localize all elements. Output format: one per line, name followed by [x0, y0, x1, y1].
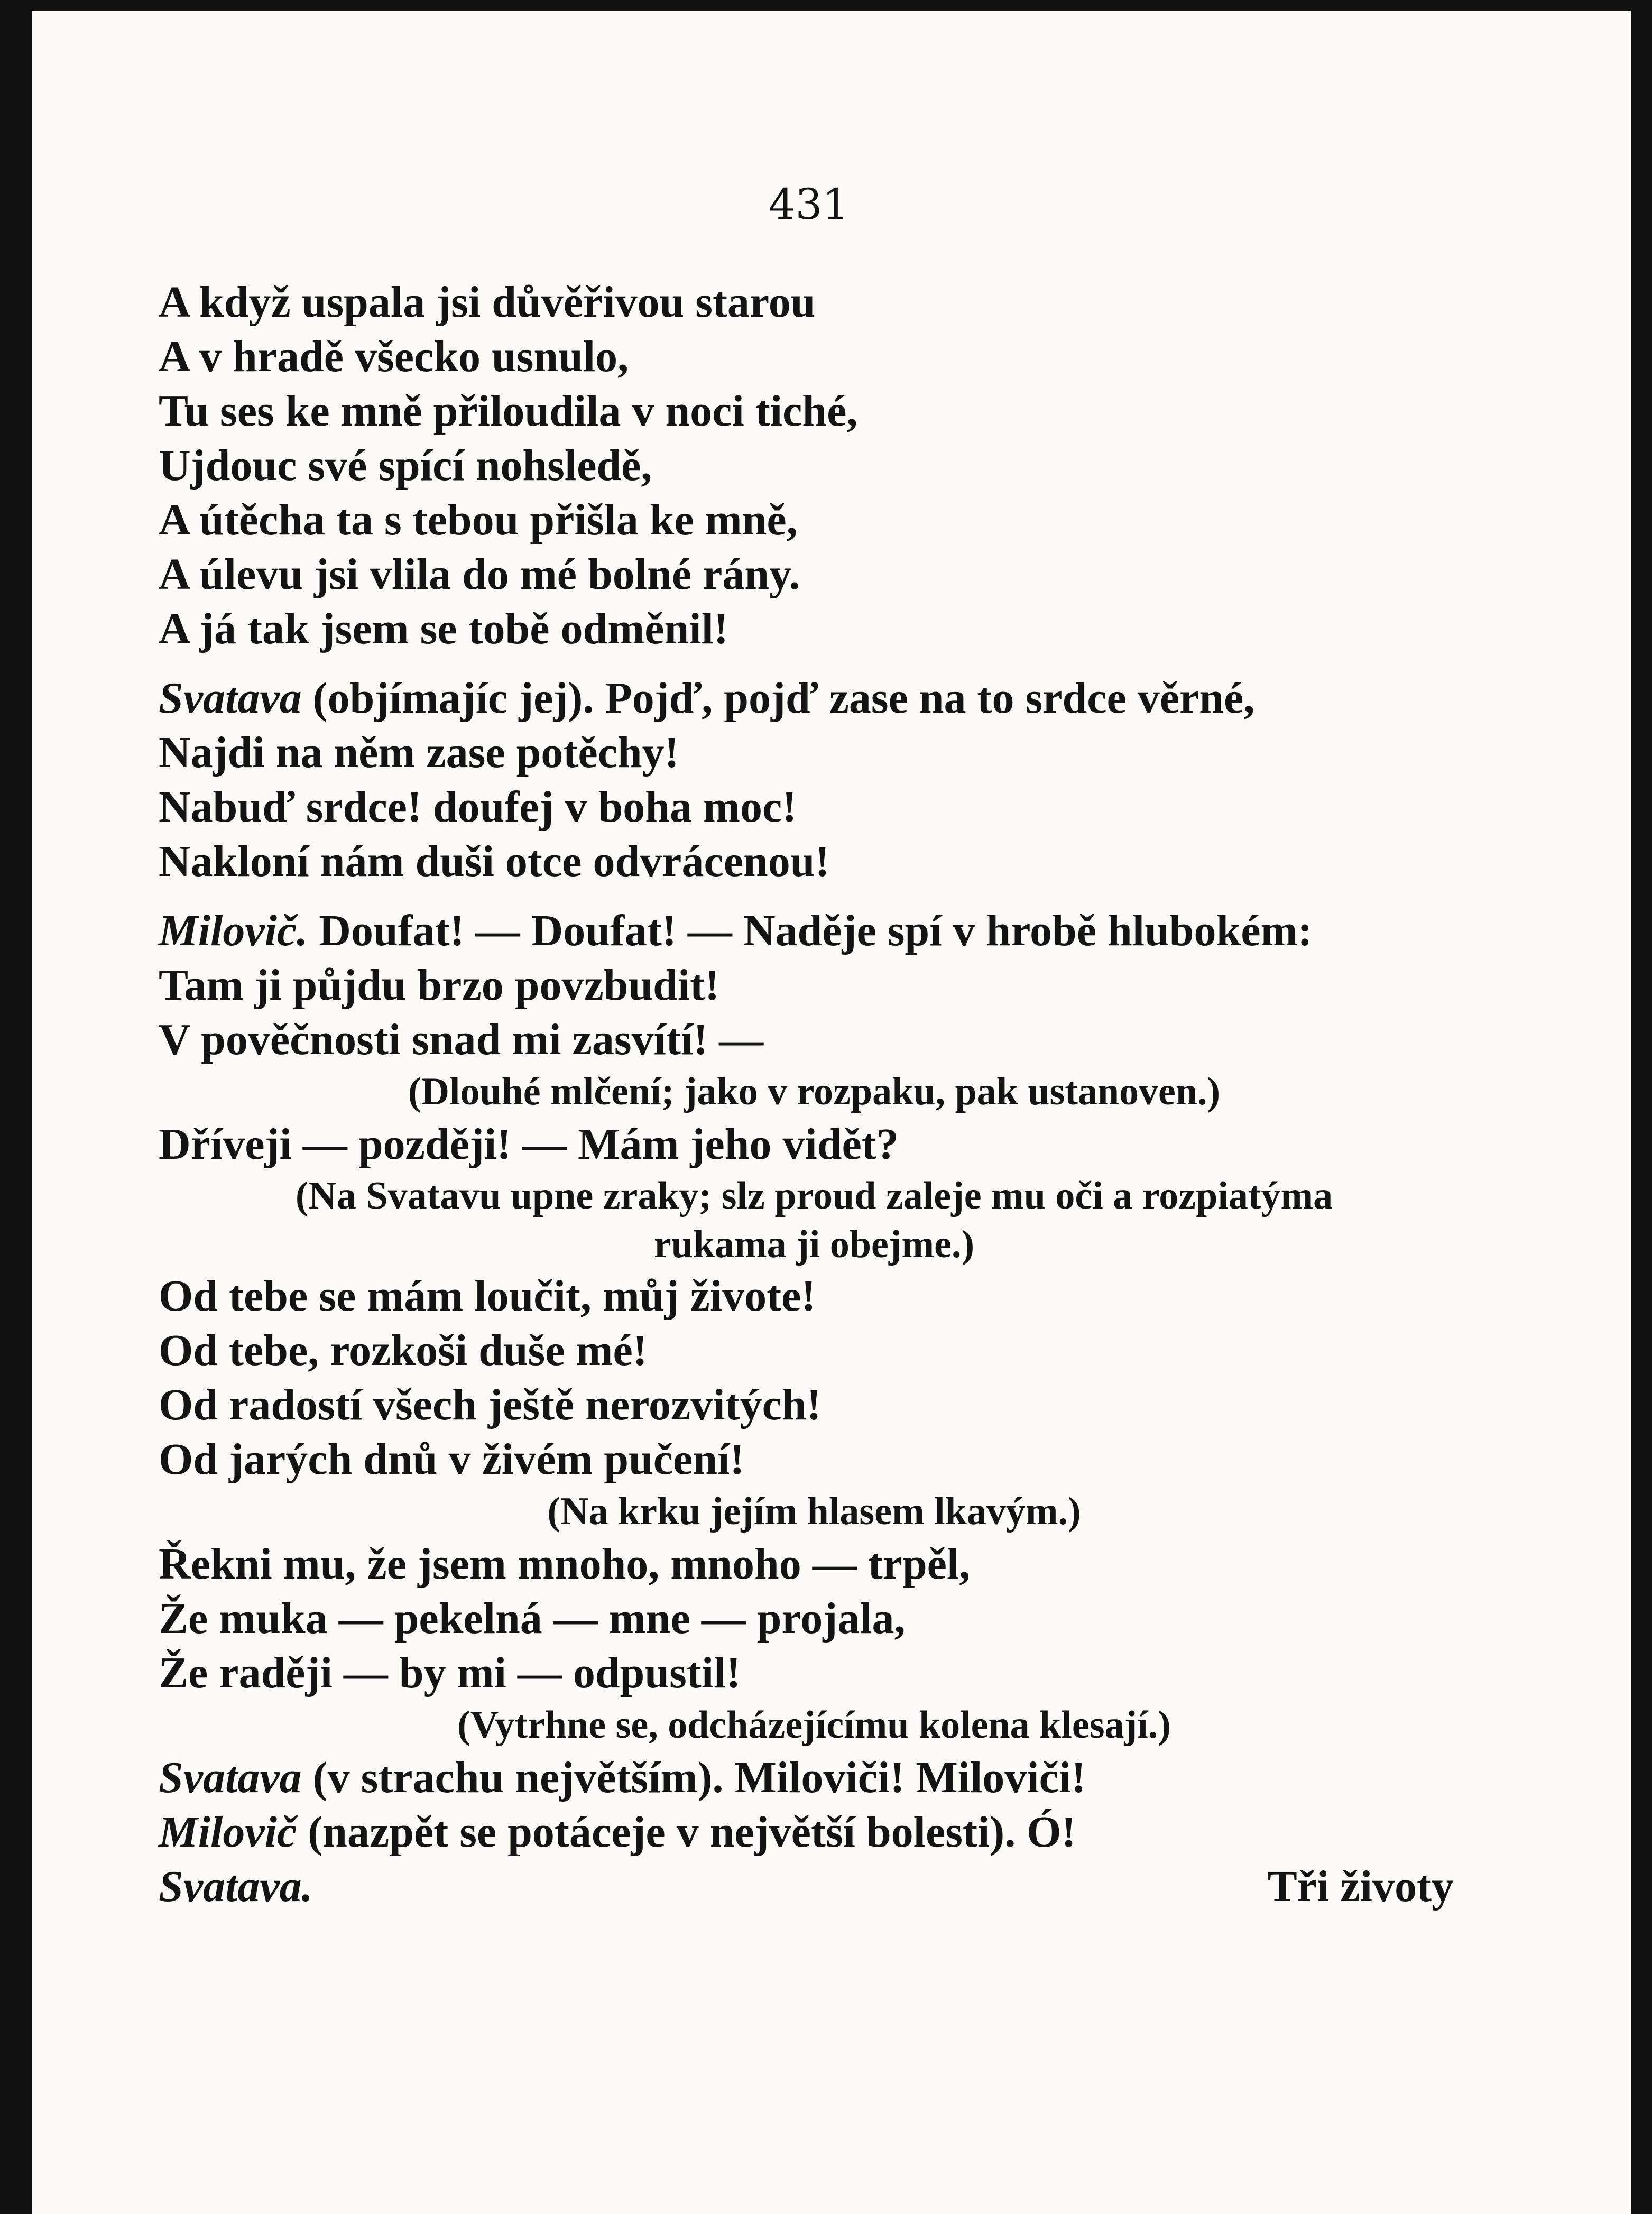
verse-line: Nabuď srdce! doufej v boha moc!: [159, 782, 797, 832]
stage-direction-line: rukama ji obejme.): [653, 1223, 975, 1266]
verse-line: Od radostí všech ještě nerozvitých!: [159, 1380, 822, 1429]
speech-text: (objímajíc jej). Pojď, pojď zase na to srdce věrné,: [312, 674, 1255, 723]
scan-border-top: [0, 0, 1652, 11]
verse-line: Od tebe se mám loučit, můj živote!: [159, 1271, 816, 1321]
verse-line: [159, 671, 1470, 725]
verse-line: Tam ji půjdu brzo povzbudit!: [159, 961, 720, 1010]
scan-border-left: [0, 0, 32, 2214]
speaker-name: Svatava: [159, 1753, 302, 1802]
stage-direction: (Vytrhne se, odcházejícímu kolena klesají.): [457, 1703, 1171, 1747]
verse-line: [159, 1805, 1470, 1859]
speaker-name: Svatava: [159, 674, 302, 723]
verse-line: A já tak jsem se tobě odměnil!: [159, 604, 728, 653]
verse-line: [159, 903, 1470, 958]
verse-line: Ujdouc své spící nohsledě,: [159, 441, 652, 490]
speaker-name: Milovič: [159, 1807, 297, 1857]
speaker-name: Svatava.: [159, 1862, 313, 1911]
verse-line: Tu ses ke mně přiloudila v noci tiché,: [159, 386, 858, 436]
verse-line: Dříveji — později! — Mám jeho vidět?: [159, 1120, 899, 1169]
verse-line: Od tebe, rozkoši duše mé!: [159, 1326, 648, 1375]
stage-direction: (Na krku jejím hlasem lkavým.): [547, 1490, 1081, 1533]
verse-line: [159, 1859, 1470, 1914]
spacer: [159, 889, 1470, 903]
verse-line: Od jarých dnů v živém pučení!: [159, 1435, 745, 1484]
verse-line: Že raději — by mi — odpustil!: [159, 1648, 741, 1698]
speech-text: Doufat! — Doufat! — Naděje spí v hrobě hlubokém:: [319, 906, 1313, 955]
verse-line: Najdi na něm zase potěchy!: [159, 728, 679, 777]
drama-text: [159, 275, 1470, 1914]
verse-line: Že muka — pekelná — mne — projala,: [159, 1594, 906, 1643]
speech-text: (v strachu největším). Miloviči! Miloviči!: [312, 1753, 1086, 1802]
speaker-name: Milovič.: [159, 906, 308, 955]
verse-line: A útěcha ta s tebou přišla ke mně,: [159, 495, 798, 545]
verse-line: A v hradě všecko usnulo,: [159, 332, 629, 381]
stage-direction: (Dlouhé mlčení; jako v rozpaku, pak ustanoven.): [408, 1070, 1221, 1113]
verse-line: V pověčnosti snad mi zasvítí! —: [159, 1015, 764, 1064]
stage-direction: [159, 1171, 1470, 1269]
page-number: 431: [768, 180, 850, 229]
speech-text: (nazpět se potáceje v největší bolesti). Ó!: [308, 1807, 1076, 1857]
spacer: [159, 656, 1470, 671]
verse-line: A když uspala jsi důvěřivou starou: [159, 278, 816, 327]
scan-border-right: [1631, 0, 1652, 2214]
stage-direction-line: (Na Svatavu upne zraky; slz proud zaleje mu oči a rozpiatýma: [295, 1174, 1333, 1217]
verse-line: Řekni mu, že jsem mnoho, mnoho — trpěl,: [159, 1539, 971, 1589]
verse-line: A úlevu jsi vlila do mé bolné rány.: [159, 550, 800, 599]
catchword: Tři životy: [1267, 1862, 1454, 1911]
verse-line: [159, 1750, 1470, 1805]
verse-line: Nakloní nám duši otce odvrácenou!: [159, 837, 830, 886]
